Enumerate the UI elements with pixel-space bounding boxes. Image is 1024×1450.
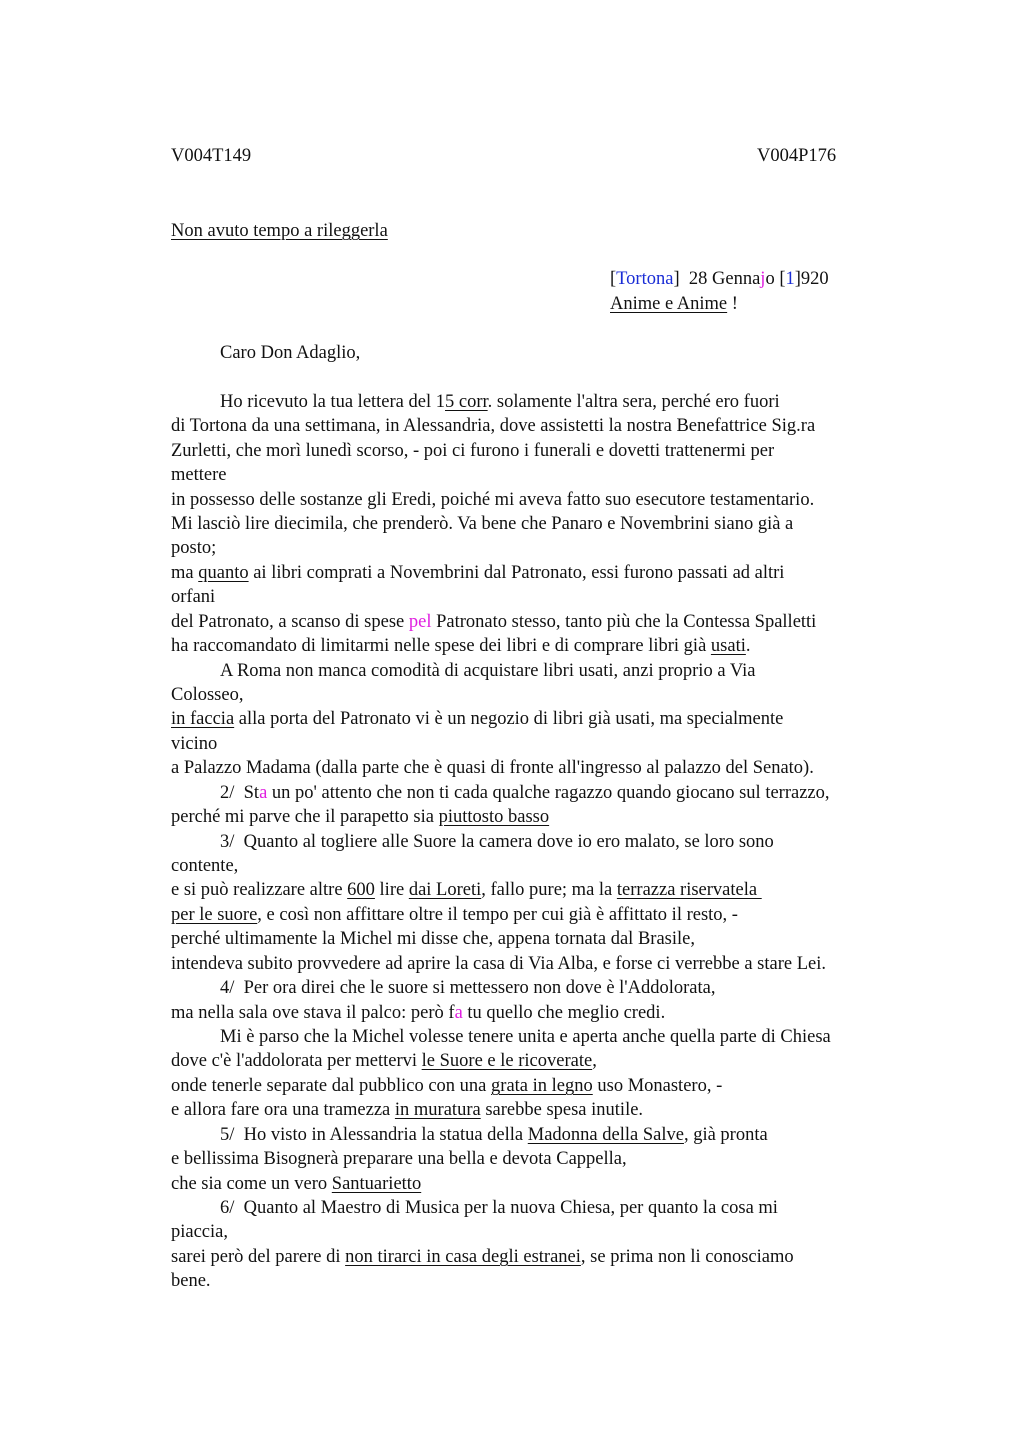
body-line: piaccia, — [171, 1222, 228, 1242]
body-line: in possesso delle sostanze gli Eredi, poiché mi aveva fatto suo esecutore testamentario. — [171, 490, 815, 510]
body-line: 4/ Per ora direi che le suore si mettessero non dove è l'Addolorata, — [220, 978, 716, 998]
body-line: ha raccomandato di limitarmi nelle spese dei libri e di comprare libri già usati. — [171, 636, 751, 656]
body-line: bene. — [171, 1271, 211, 1291]
header-right-code: V004P176 — [757, 146, 837, 166]
body-line: 3/ Quanto al togliere alle Suore la camera dove io ero malato, se loro sono — [220, 832, 774, 852]
body-line: ma quanto ai libri comprati a Novembrini dal Patronato, essi furono passati ad altri — [171, 563, 785, 583]
editorial-correction: a — [454, 1003, 463, 1023]
body-line: e si può realizzare altre 600 lire dai Loreti, fallo pure; ma la terrazza riservatela — [171, 880, 762, 900]
body-line: vicino — [171, 734, 218, 754]
body-line: perché ultimamente la Michel mi disse che, appena tornata dal Brasile, — [171, 929, 695, 949]
body-line: che sia come un vero Santuarietto — [171, 1174, 422, 1194]
editorial-correction: pel — [408, 612, 432, 632]
body-line: Colosseo, — [171, 685, 244, 705]
salutation: Caro Don Adaglio, — [220, 343, 361, 363]
year-digit: 1 — [785, 269, 795, 289]
editorial-correction: j — [760, 269, 766, 289]
body-line: sarei però del parere di non tirarci in casa degli estranei, se prima non li conosciamo — [171, 1247, 794, 1267]
body-line: di Tortona da una settimana, in Alessandria, dove assistetti la nostra Benefattrice Sig.ra — [171, 416, 816, 436]
body-line: Zurletti, che morì lunedì scorso, - poi ci furono i funerali e dovetti trattenermi per — [171, 441, 775, 461]
subtitle: Anime e Anime ! — [610, 294, 738, 314]
body-line: posto; — [171, 538, 217, 558]
dateline: [Tortona] 28 Gennajo [1]920 — [610, 269, 829, 289]
header-left-code: V004T149 — [171, 146, 252, 166]
place-name: Tortona — [616, 269, 674, 289]
body-line: e allora fare ora una tramezza in muratura sarebbe spesa inutile. — [171, 1100, 644, 1120]
editorial-correction: a — [259, 783, 268, 803]
body-line: intendeva subito provvedere ad aprire la casa di Via Alba, e forse ci verrebbe a stare Lei. — [171, 954, 827, 974]
body-line: e bellissima Bisognerà preparare una bella e devota Cappella, — [171, 1149, 627, 1169]
body-line: Mi lasciò lire diecimila, che prenderò. Va bene che Panaro e Novembrini siano già a — [171, 514, 794, 534]
body-line: in faccia alla porta del Patronato vi è un negozio di libri già usati, ma specialmente — [171, 709, 784, 729]
body-line: perché mi parve che il parapetto sia piuttosto basso — [171, 807, 550, 827]
body-line: dove c'è l'addolorata per mettervi le Suore e le ricoverate, — [171, 1051, 597, 1071]
body-line: A Roma non manca comodità di acquistare libri usati, anzi proprio a Via — [220, 661, 756, 681]
body-line: contente, — [171, 856, 239, 876]
body-line: 6/ Quanto al Maestro di Musica per la nuova Chiesa, per quanto la cosa mi — [220, 1198, 778, 1218]
body-line: Mi è parso che la Michel volesse tenere unita e aperta anche quella parte di Chiesa — [220, 1027, 831, 1047]
body-line: ma nella sala ove stava il palco: però fa tu quello che meglio credi. — [171, 1003, 666, 1023]
body-line: a Palazzo Madama (dalla parte che è quasi di fronte all'ingresso al palazzo del Senato). — [171, 758, 814, 778]
note-not-reread: Non avuto tempo a rileggerla — [171, 221, 388, 241]
body-line: onde tenerle separate dal pubblico con una grata in legno uso Monastero, - — [171, 1076, 723, 1096]
body-line: orfani — [171, 587, 216, 607]
body-line: mettere — [171, 465, 227, 485]
body-line: 5/ Ho visto in Alessandria la statua della Madonna della Salve, già pronta — [220, 1125, 768, 1145]
body-line: del Patronato, a scanso di spese pel Patronato stesso, tanto più che la Contessa Spalletti — [171, 612, 817, 632]
body-line: per le suore, e così non affittare oltre il tempo per cui già è affittato il resto, - — [171, 905, 738, 925]
body-line: Ho ricevuto la tua lettera del 15 corr. solamente l'altra sera, perché ero fuori — [220, 392, 780, 412]
body-line: 2/ Sta un po' attento che non ti cada qualche ragazzo quando giocano sul terrazzo, — [220, 783, 830, 803]
